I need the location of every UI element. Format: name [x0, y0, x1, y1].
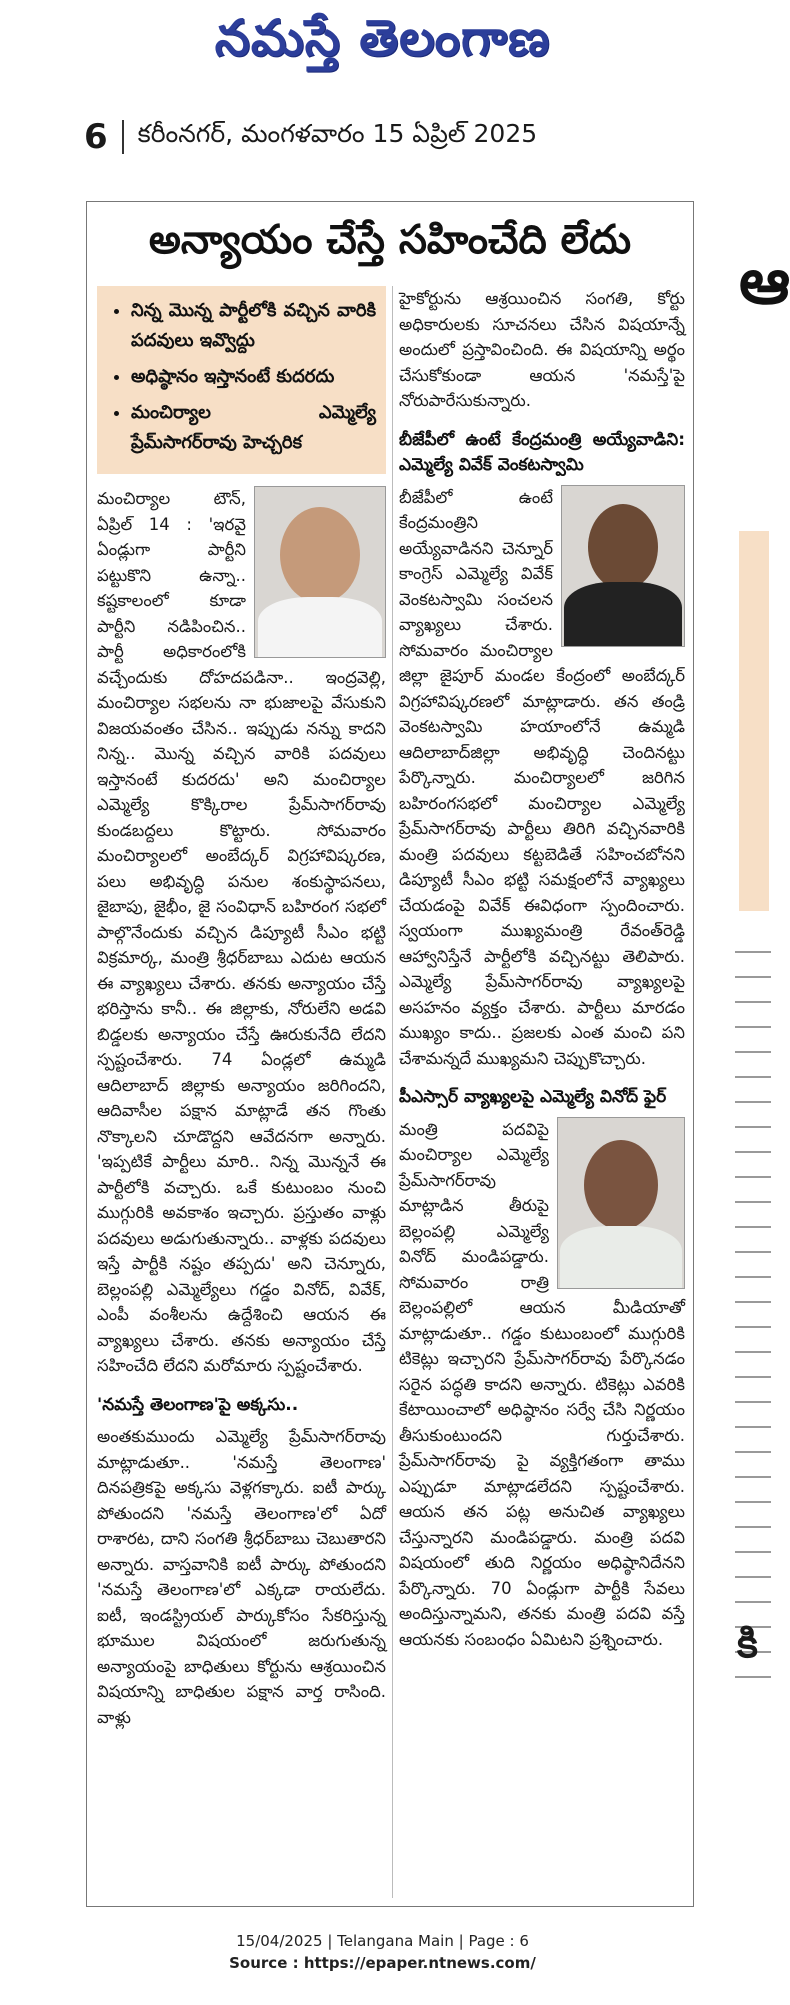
- cropped-headline-glyph: కి: [737, 1621, 758, 1667]
- body-paragraph: మంచిర్యాల టౌన్, ఏప్రిల్ 14 : 'ఇరవై ఏండ్లుగా పార్టీని పట్టుకొని ఉన్నా.. కష్టకాలంలో కూడా పార్టీని నడిపించిన.. పార్టీ అధికారంలోకి వచ్చేందుకు దోహదపడినా.. ఇంద్రవెల్లి, మంచిర్యాల సభలను నా భుజాలపై వేసుకుని విజయవంతం చేసిన.. ఇప్పుడు నన్ను కాదని నిన్న.. మొన్న వచ్చిన వారికి పదవులు ఇస్తానంటే కుదరదు' అని మంచిర్యాల ఎమ్మెల్యే కొక్కిరాల ప్రేమ్‌సాగర్‌రావు కుండబద్దలు కొట్టారు. సోమవారం మంచిర్యాలలో అంబేద్కర్ విగ్రహావిష్కరణ, పలు అభివృద్ధి పనుల శంకుస్థాపనలు, జైబాపు, జైభీం, జై సంవిధాన్ బహిరంగ సభలో పాల్గొనేందుకు వచ్చిన డిప్యూటీ సీఎం భట్టి విక్రమార్క, మంత్రి శ్రీధర్‌బాబు ఎదుట ఆయన ఈ వ్యాఖ్యలు చేశారు. తనకు అన్యాయం చేస్తే భరిస్తాను కానీ.. ఈ జిల్లాకు, నోరులేని అడవి బిడ్డలకు అన్యాయం చేస్తే ఊరుకునేది లేదని స్పష్టంచేశారు. 74 ఏండ్లలో ఉమ్మడి ఆదిలాబాద్ జిల్లాకు అన్యాయం జరిగిందని, ఆదివాసీల పక్షాన మాట్లాడే తన గొంతు నొక్కాలని చూడొద్దని ఆవేదనగా అన్నారు. 'ఇప్పటికే పార్టీలు మారి.. నిన్న మొన్ననే ఈ పార్టీలోకి వచ్చారు. ఒకే కుటుంబం నుంచి ముగ్గురికి అవకాశం ఇచ్చారు. ప్రస్తుతం వాళ్లు పదవులు అడుగుతున్నారు.. వాళ్లకు పదవులు ఇస్తే పార్టీకి నష్టం తప్పదు' అని చెన్నూరు, బెల్లంపల్లి ఎమ్మెల్యేలు గడ్డం వినోద్, వివేక్, ఎంపీ వంశీలను ఉద్దేశించి ఆయన ఈ వ్యాఖ్యలు చేశారు. తనకు అన్యాయం చేస్తే సహించేది లేదని మరోమారు స్పష్టంచేశారు.: [97, 489, 386, 1375]
- body-paragraph: మంత్రి పదవిపై మంచిర్యాల ఎమ్మెల్యే ప్రేమ్‌సాగర్‌రావు మాట్లాడిన తీరుపై బెల్లంపల్లి ఎమ్మెల్యే వినోద్ మండిపడ్డారు. సోమవారం రాత్రి బెల్లంపల్లిలో ఆయన మీడియాతో మాట్లాడుతూ.. గడ్డం కుటుంబంలో ముగ్గురికి టికెట్లు ఇచ్చారని ప్రేమ్‌సాగర్‌రావు పేర్కొనడం సరైన పద్ధతి కాదని అన్నారు. టికెట్లు ఎవరికి కేటాయించాలో అధిష్ఠానం సర్వే చేసి నిర్ణయం తీసుకుంటుందని గుర్తుచేశారు. ప్రేమ్‌సాగర్‌రావు పై వ్యక్తిగతంగా తాము ఎప్పుడూ మాట్లాడలేదని స్పష్టంచేశారు. ఆయన తన పట్ల అనుచిత వ్యాఖ్యలు చేస్తున్నారని మండిపడ్డారు. మంత్రి పదవి విషయంలో తుది నిర్ణయం అధిష్ఠానిదేనని పేర్కొన్నారు. 70 ఏండ్లుగా పార్టీకి సేవలు అందిస్తున్నామని, తనకు మంత్రి పదవి వస్తే ఆయనకు సంబంధం ఏమిటని ప్రశ్నించారు.: [399, 1119, 685, 1649]
- photo-shoulders: [258, 597, 382, 657]
- photo-shoulders: [560, 1226, 682, 1288]
- dateline: [84, 116, 537, 158]
- subheading: 'నమస్తే తెలంగాణ'పై అక్కసు..: [97, 1394, 299, 1415]
- photo-face: [588, 504, 658, 590]
- vinod-photo: [557, 1117, 685, 1289]
- subheading: పీఎస్సార్ వ్యాఖ్యలపై ఎమ్మెల్యే వినోద్ ఫైర్: [399, 1087, 667, 1107]
- body-paragraph: అంతకుముందు ఎమ్మెల్యే ప్రేమ్‌సాగర్‌రావు మాట్లాడుతూ.. 'నమస్తే తెలంగాణ' దినపత్రికపై అక్కసు వెళ్లగక్కారు. ఐటీ పార్కు పోతుందని 'నమస్తే తెలంగాణ'లో ఏదో రాశారట, దాని సంగతి శ్రీధర్‌బాబు చెబుతారని అన్నారు. వాస్తవానికి ఐటీ పార్కు పోతుందని 'నమస్తే తెలంగాణ'లో ఎక్కడా రాయలేదు. ఐటీ, ఇండస్ట్రియల్ పార్కుకోసం సేకరిస్తున్న భూముల విషయంలో జరుగుతున్న అన్యాయంపై బాధితులు కోర్టును ఆశ్రయించిన విషయాన్ని బాధితుల పక్షాన వార్త రాసింది. వాళ్లు: [97, 1427, 386, 1727]
- highlight-item: • మంచిర్యాల ఎమ్మెల్యే ప్రేమ్‌సాగర్‌రావు హెచ్చరిక: [131, 398, 376, 458]
- dateline-divider: [122, 120, 124, 154]
- highlight-box: [97, 286, 386, 474]
- body-paragraph: బీజేపీలో ఉంటే కేంద్రమంత్రిని అయ్యేవాడినని చెన్నూర్ కాంగ్రెస్ ఎమ్మెల్యే వివేక్ వెంకటస్వామి సంచలన వ్యాఖ్యలు చేశారు. సోమవారం మంచిర్యాల జిల్లా జైపూర్ మండల కేంద్రంలో అంబేద్కర్ విగ్రహావిష్కరణలో మాట్లాడారు. తన తండ్రి వెంకటస్వామి హయాంలోనే ఉమ్మడి ఆదిలాబాద్‌జిల్లా అభివృద్ధి చెందినట్టు పేర్కొన్నారు. మంచిర్యాలలో జరిగిన బహిరంగసభలో మంచిర్యాల ఎమ్మెల్యే ప్రేమ్‌సాగర్‌రావు పార్టీలు తిరిగి వచ్చినవారికి మంత్రి పదవులు కట్టబెడితే సహించబోనని డిప్యూటీ సీఎం భట్టి సమక్షంలోనే వ్యాఖ్యలు చేయడంపై వివేక్ ఈవిధంగా స్పందించారు. స్వయంగా ముఖ్యమంత్రి రేవంత్‌రెడ్డి ఆహ్వానిస్తేనే పార్టీలోకి వచ్చినట్టు తెలిపారు. ఎమ్మెల్యే ప్రేమ్‌సాగర్‌రావు వ్యాఖ్యలపై అసహనం వ్యక్తం చేశారు. పార్టీలు మారడం ముఖ్యం కాదు.. ప్రజలకు ఎంత మంచి పని చేశామన్నదే ముఖ్యమని చెప్పుకొచ్చారు.: [399, 487, 685, 1068]
- article-column-1: [97, 286, 386, 1730]
- premsagar-rao-photo: [254, 486, 386, 658]
- highlight-item: • నిన్న మొన్న పార్టీలోకి వచ్చిన వారికి పదవులు ఇవ్వొద్దు: [131, 296, 376, 356]
- masthead: [0, 0, 765, 80]
- footer-edition-line: 15/04/2025 | Telangana Main | Page : 6: [236, 1932, 529, 1950]
- photo-face: [280, 507, 360, 603]
- article-headline: అన్యాయం చేస్తే సహించేది లేదు: [148, 217, 632, 263]
- body-paragraph: హైకోర్టును ఆశ్రయించిన సంగతి, కోర్టు అధికారులకు సూచనలు చేసిన విషయాన్నే అందులో ప్రస్తావించింది. ఈ విషయాన్ని అర్థం చేసుకోకుండా ఆయన 'నమస్తే'పై నోరుపారేసుకున్నారు.: [399, 289, 685, 410]
- highlight-item: • అధిష్ఠానం ఇస్తానంటే కుదరదు: [131, 362, 376, 392]
- adjacent-article-edge: [725, 201, 790, 1907]
- footer-source-link[interactable]: Source : https://epaper.ntnews.com/: [229, 1954, 536, 1972]
- column-divider: [392, 286, 393, 1898]
- cropped-headline-glyph: ఆ: [739, 245, 790, 319]
- cropped-highlight-box: [739, 531, 769, 911]
- page-footer: [0, 1930, 765, 1974]
- photo-shoulders: [564, 582, 682, 646]
- subheading: బీజేపీలో ఉంటే కేంద్రమంత్రి అయ్యేవాడిని: ఎమ్మెల్యే వివేక్ వెంకటస్వామి: [399, 429, 685, 475]
- article-column-2: [399, 286, 685, 1652]
- cropped-text-lines: [735, 941, 771, 1701]
- vivek-venkataswamy-photo: [561, 485, 685, 647]
- news-article: [86, 201, 694, 1907]
- page-number: 6: [84, 117, 108, 157]
- newspaper-title: నమస్తే తెలంగాణ: [214, 8, 551, 67]
- dateline-text: కరీంనగర్, మంగళవారం 15 ఏప్రిల్ 2025: [137, 119, 538, 148]
- photo-face: [584, 1140, 658, 1230]
